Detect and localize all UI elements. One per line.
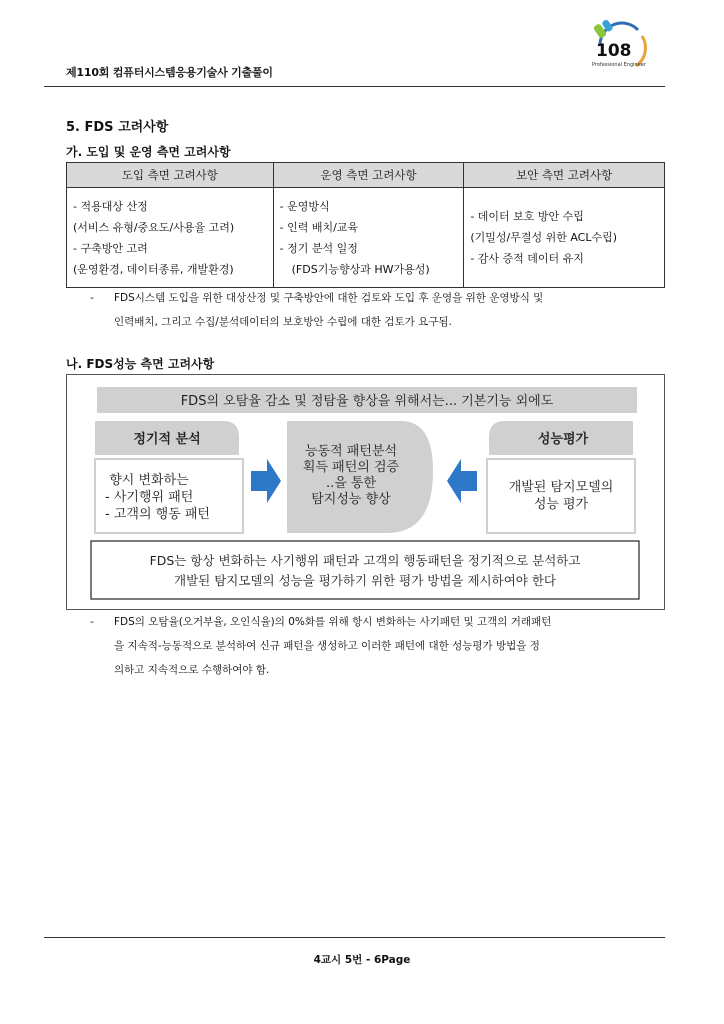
cell-line: (FDS기능향상과 HW가용성) (291, 262, 430, 276)
professional-engineer-logo (588, 16, 654, 82)
left-body-line: - 사기행위 패턴 (105, 490, 194, 505)
table-cell-adoption (67, 188, 274, 288)
cell-line: - 감사 증적 데이터 유지 (470, 252, 584, 265)
section-title: 5. FDS 고려사항 (66, 120, 169, 135)
right-title: 성능평가 (537, 432, 589, 447)
cell-line: - 인력 배치/교육 (279, 220, 359, 234)
bullet-dash: - (90, 292, 94, 304)
center-body-line: 능동적 패턴분석 (304, 444, 398, 459)
cell-line: - 데이터 보호 방안 수립 (470, 210, 584, 223)
bullet-line: FDS의 오탐율(오거부율, 오인식율)의 0%화를 위해 항시 변화하는 사기패턴 및 고객의 거래패턴 (114, 616, 552, 628)
center-body-line: 탐지성능 향상 (311, 492, 391, 507)
cell-line: - 정기 분석 일정 (279, 241, 358, 255)
center-body-line: 획득 패턴의 검증 (302, 460, 400, 475)
right-body-box (487, 459, 635, 533)
cell-line: (서비스 유형/중요도/사용율 고려) (73, 220, 235, 234)
conclusion-line: 개발된 탐지모델의 성능을 평가하기 위한 평가 방법을 제시하여야 한다 (174, 573, 556, 588)
bullet-adoption-summary (90, 286, 660, 334)
table-header-adoption: 도입 측면 고려사항 (67, 163, 274, 188)
footer-divider (44, 937, 665, 938)
page-footer: 4교시 5번 - 6Page (313, 954, 411, 966)
subsection-b-title: 나. FDS성능 측면 고려사항 (66, 357, 215, 371)
fds-performance-diagram (67, 375, 664, 609)
logo-number: 108 (596, 41, 632, 61)
left-body-line: 향시 변화하는 (109, 473, 189, 488)
bullet-line: 의하고 지속적으로 수행하여야 함. (114, 664, 270, 676)
cell-line: - 적용대상 산정 (73, 199, 148, 213)
right-body-line: 성능 평가 (533, 497, 589, 512)
bullet-performance-summary (90, 610, 660, 682)
logo-caption: Professional Engineer (592, 62, 646, 68)
table-header-operation: 운영 측면 고려사항 (273, 163, 464, 188)
left-arrow-icon (447, 459, 477, 503)
conclusion-line: FDS는 항상 변화하는 사기행위 패턴과 고객의 행동패턴을 정기적으로 분석하고 (149, 553, 581, 568)
considerations-table (66, 162, 665, 288)
table-cell-operation (273, 188, 464, 288)
right-body-line: 개발된 탐지모델의 (508, 480, 614, 495)
right-arrow-icon (251, 459, 281, 503)
cell-line: (운영환경, 데이터종류, 개발환경) (73, 262, 234, 276)
bullet-dash: - (90, 616, 94, 628)
bullet-line: 을 지속적-능동적으로 분석하여 신규 패턴을 생성하고 이러한 패턴에 대한 성능평가 방법을 정 (114, 640, 540, 652)
cell-line: - 운영방식 (279, 199, 330, 213)
table-header-security: 보안 측면 고려사항 (464, 163, 665, 188)
bullet-line: 인력배치, 그리고 수집/분석데이터의 보호방안 수립에 대한 검토가 요구됨. (114, 316, 452, 328)
left-body-line: - 고객의 행동 패턴 (105, 507, 210, 522)
fds-performance-figure (66, 374, 665, 610)
center-body-line: ..을 통한 (325, 476, 377, 491)
conclusion-box (91, 541, 639, 599)
left-title: 정기적 분석 (133, 432, 201, 447)
table-cell-security (464, 188, 665, 288)
subsection-a-title: 가. 도입 및 운영 측면 고려사항 (66, 145, 231, 159)
header-divider (44, 86, 665, 87)
cell-line: (기밀성/무결성 위한 ACL수립) (470, 231, 618, 244)
bullet-line: FDS시스템 도입을 위한 대상산정 및 구축방안에 대한 검토와 도입 후 운영을 위한 운영방식 및 (114, 292, 544, 304)
document-header-title: 제110회 컴퓨터시스템응용기술사 기출풀이 (66, 66, 273, 79)
cell-line: - 구축방안 고려 (73, 241, 148, 255)
banner-text: FDS의 오탐율 감소 및 정탐율 향상을 위해서는... 기본기능 외에도 (180, 394, 554, 409)
